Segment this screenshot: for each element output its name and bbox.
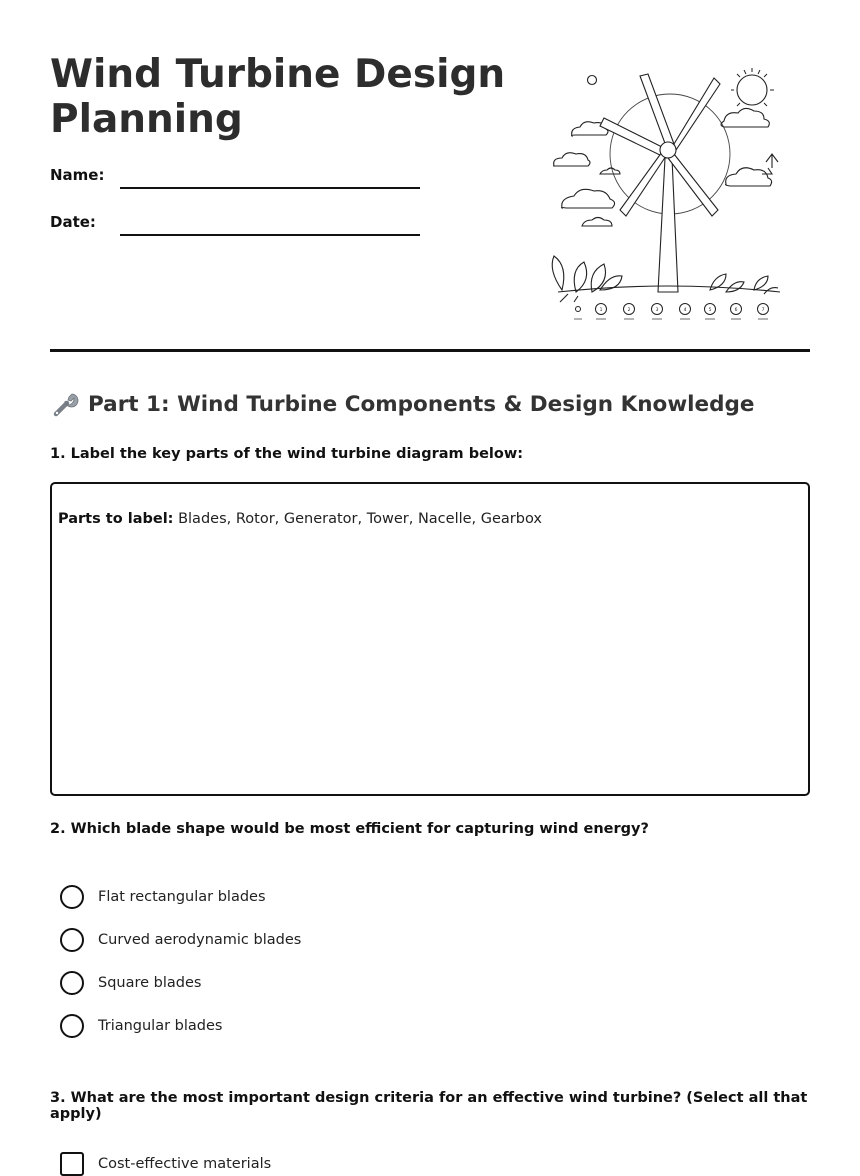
checkbox[interactable] [60, 1152, 84, 1176]
radio-button[interactable] [60, 1014, 84, 1038]
q3-option-label: Cost-effective materials [98, 1156, 272, 1172]
q2-option[interactable] [60, 885, 266, 909]
question-3: 3. What are the most important design criteria for an effective wind turbine? (Select all that apply) [50, 1090, 808, 1122]
diagram-label-box[interactable] [50, 482, 810, 796]
step-number-5: 5 [708, 308, 712, 313]
step-number-2: 2 [627, 308, 631, 313]
step-number-4: 4 [683, 308, 687, 313]
part1-heading [50, 389, 810, 419]
date-label: Date: [50, 213, 96, 231]
q2-option-label: Curved aerodynamic blades [98, 932, 302, 948]
name-field[interactable] [120, 187, 420, 189]
question-2: 2. Which blade shape would be most efficient for capturing wind energy? [50, 821, 649, 837]
q2-option-label: Square blades [98, 975, 202, 991]
q2-option-label: Flat rectangular blades [98, 889, 266, 905]
wind-turbine-illustration [548, 66, 788, 326]
part1-heading-text: Part 1: Wind Turbine Components & Design Knowledge [88, 391, 755, 417]
date-field[interactable] [120, 234, 420, 236]
q2-option[interactable] [60, 971, 201, 995]
q3-option[interactable] [60, 1152, 271, 1176]
step-number-6: 6 [734, 308, 738, 313]
step-number-7: 7 [761, 308, 765, 313]
step-number-3: 3 [655, 308, 659, 313]
header-divider [50, 349, 810, 352]
wrench-icon [50, 389, 80, 419]
parts-to-label-prefix: Parts to label: [58, 511, 174, 527]
radio-button[interactable] [60, 971, 84, 995]
q2-option-label: Triangular blades [98, 1018, 223, 1034]
radio-button[interactable] [60, 928, 84, 952]
radio-button[interactable] [60, 885, 84, 909]
q2-option[interactable] [60, 928, 301, 952]
step-number-1: 1 [599, 308, 603, 313]
q2-option[interactable] [60, 1014, 222, 1038]
page-title: Wind Turbine Design Planning [50, 52, 506, 142]
name-label: Name: [50, 166, 105, 184]
parts-to-label-list: Blades, Rotor, Generator, Tower, Nacelle, Gearbox [178, 511, 542, 527]
parts-to-label [58, 511, 542, 527]
question-1: 1. Label the key parts of the wind turbine diagram below: [50, 446, 524, 462]
